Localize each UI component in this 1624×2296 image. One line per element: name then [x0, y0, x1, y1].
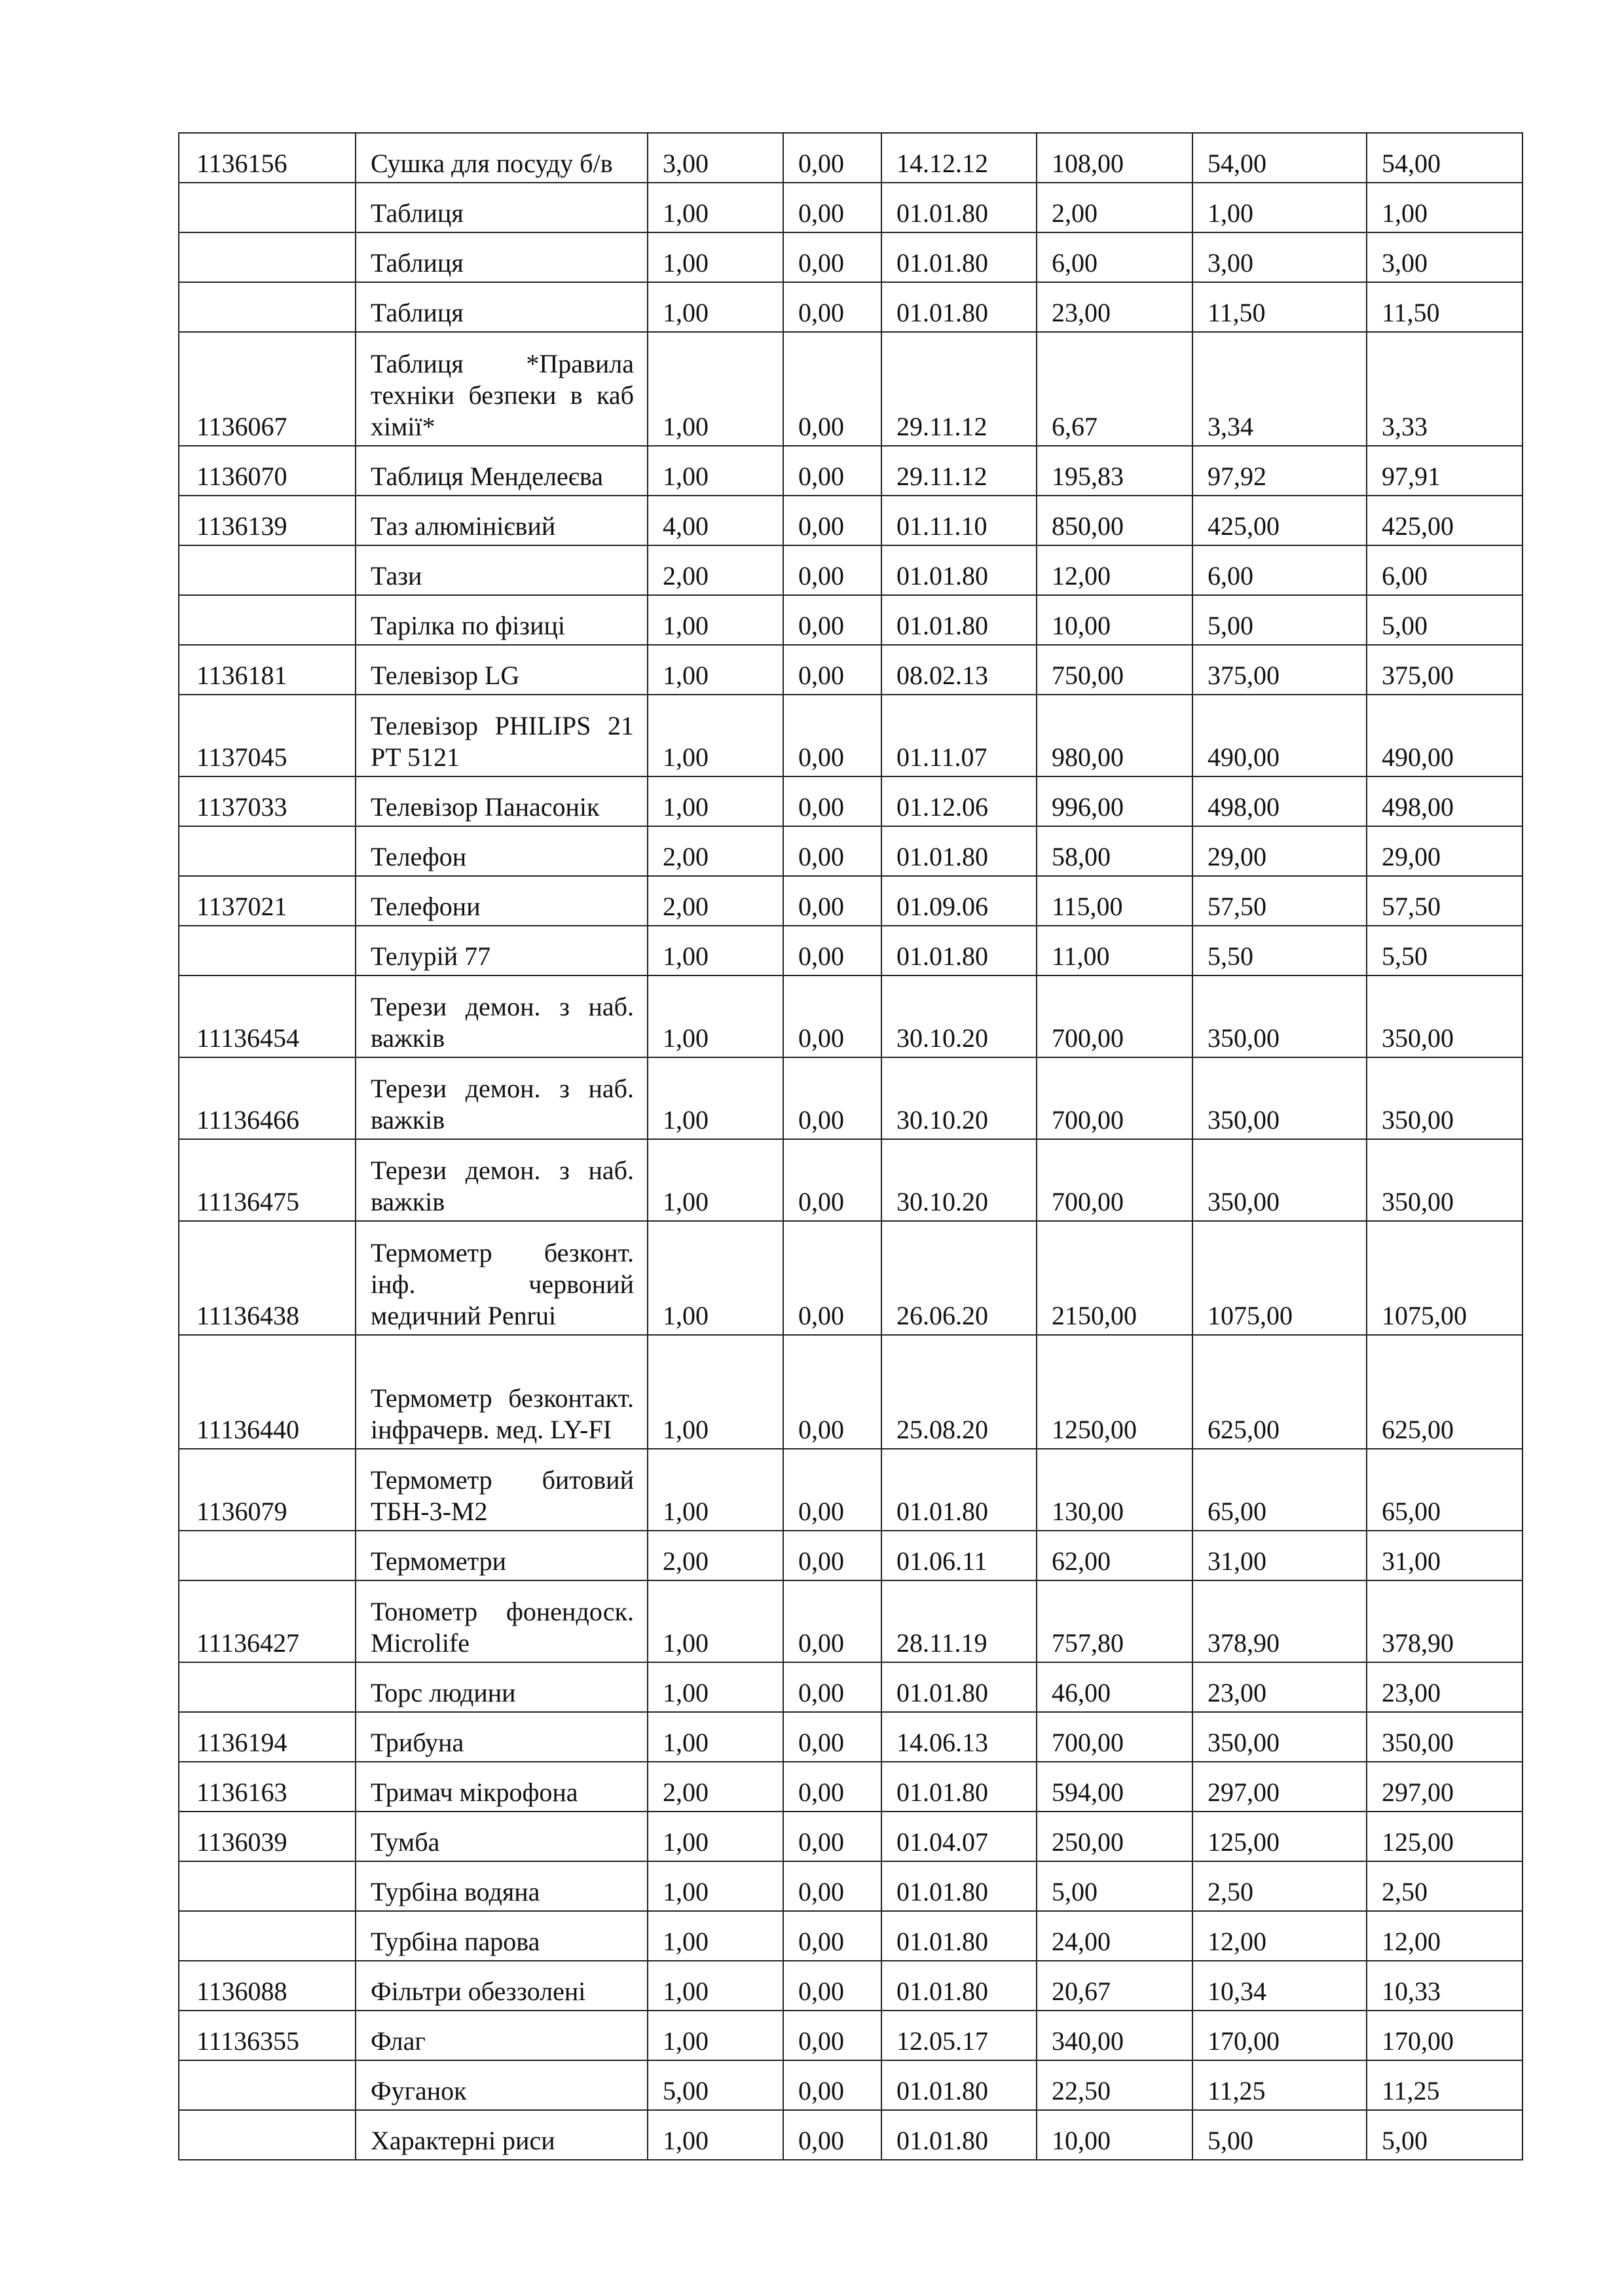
- cell-inventory-number: 1137021: [179, 876, 356, 926]
- cell-value-a: 0,00: [783, 232, 881, 282]
- cell-cost: 195,83: [1037, 446, 1192, 496]
- cell-value-a: 0,00: [783, 1812, 881, 1861]
- cell-amount-1: 54,00: [1192, 133, 1367, 183]
- cell-cost: 22,50: [1037, 2060, 1192, 2110]
- cell-quantity: 1,00: [648, 2011, 783, 2060]
- cell-quantity: 1,00: [648, 332, 783, 446]
- cell-date: 01.12.06: [881, 776, 1037, 826]
- cell-date: 12.05.17: [881, 2011, 1037, 2060]
- cell-quantity: 1,00: [648, 1861, 783, 1911]
- cell-amount-1: 10,34: [1192, 1961, 1367, 2011]
- cell-inventory-number: [179, 183, 356, 232]
- cell-value-a: 0,00: [783, 926, 881, 975]
- cell-inventory-number: 1136163: [179, 1762, 356, 1812]
- cell-amount-1: 170,00: [1192, 2011, 1367, 2060]
- cell-date: 01.06.11: [881, 1531, 1037, 1580]
- table-row: [179, 1662, 1522, 1712]
- cell-date: 01.01.80: [881, 2110, 1037, 2160]
- table-row: [179, 595, 1522, 645]
- cell-amount-1: 57,50: [1192, 876, 1367, 926]
- cell-date: 01.01.80: [881, 826, 1037, 876]
- cell-item-name: Телефон: [356, 826, 648, 876]
- cell-inventory-number: 11136440: [179, 1335, 356, 1449]
- table-row: [179, 876, 1522, 926]
- cell-item-name: Термометри: [356, 1531, 648, 1580]
- cell-cost: 10,00: [1037, 595, 1192, 645]
- cell-inventory-number: [179, 2110, 356, 2160]
- cell-amount-1: 378,90: [1192, 1580, 1367, 1662]
- cell-amount-1: 490,00: [1192, 695, 1367, 776]
- cell-item-name: Тримач мікрофона: [356, 1762, 648, 1812]
- cell-value-a: 0,00: [783, 826, 881, 876]
- table-row: [179, 1057, 1522, 1139]
- cell-item-name: Телевізор Панасонік: [356, 776, 648, 826]
- cell-quantity: 1,00: [648, 282, 783, 332]
- cell-amount-1: 125,00: [1192, 1812, 1367, 1861]
- cell-amount-2: 375,00: [1367, 645, 1522, 695]
- cell-value-a: 0,00: [783, 1449, 881, 1531]
- cell-date: 14.06.13: [881, 1712, 1037, 1762]
- cell-amount-1: 350,00: [1192, 975, 1367, 1057]
- cell-item-name: Таблиця: [356, 282, 648, 332]
- table-row: [179, 1580, 1522, 1662]
- cell-value-a: 0,00: [783, 1911, 881, 1961]
- cell-date: 14.12.12: [881, 133, 1037, 183]
- table-row: [179, 1335, 1522, 1449]
- cell-item-name: Терези демон. з наб. важків: [356, 1139, 648, 1221]
- cell-cost: 115,00: [1037, 876, 1192, 926]
- cell-value-a: 0,00: [783, 332, 881, 446]
- cell-amount-1: 23,00: [1192, 1662, 1367, 1712]
- cell-amount-1: 1075,00: [1192, 1221, 1367, 1335]
- cell-inventory-number: [179, 826, 356, 876]
- cell-item-name: Телурій 77: [356, 926, 648, 975]
- cell-amount-2: 3,00: [1367, 232, 1522, 282]
- cell-date: 01.01.80: [881, 1449, 1037, 1531]
- cell-quantity: 1,00: [648, 776, 783, 826]
- cell-amount-2: 6,00: [1367, 545, 1522, 595]
- cell-amount-2: 625,00: [1367, 1335, 1522, 1449]
- cell-quantity: 2,00: [648, 545, 783, 595]
- cell-item-name: Тарілка по фізиці: [356, 595, 648, 645]
- cell-date: 01.01.80: [881, 595, 1037, 645]
- cell-cost: 130,00: [1037, 1449, 1192, 1531]
- cell-quantity: 1,00: [648, 1812, 783, 1861]
- cell-amount-2: 1075,00: [1367, 1221, 1522, 1335]
- cell-amount-2: 97,91: [1367, 446, 1522, 496]
- cell-value-a: 0,00: [783, 282, 881, 332]
- cell-date: 01.01.80: [881, 545, 1037, 595]
- cell-cost: 700,00: [1037, 1057, 1192, 1139]
- cell-amount-2: 350,00: [1367, 1057, 1522, 1139]
- cell-item-name: Термометр безконт. інф. червоний медичний Penrui: [356, 1221, 648, 1335]
- cell-item-name: Таблиця Менделеєва: [356, 446, 648, 496]
- cell-inventory-number: 1136139: [179, 496, 356, 545]
- cell-item-name: Тумба: [356, 1812, 648, 1861]
- cell-amount-1: 350,00: [1192, 1712, 1367, 1762]
- cell-quantity: 1,00: [648, 595, 783, 645]
- cell-date: 25.08.20: [881, 1335, 1037, 1449]
- cell-amount-2: 57,50: [1367, 876, 1522, 926]
- table-row: [179, 545, 1522, 595]
- table-row: [179, 1911, 1522, 1961]
- cell-amount-1: 1,00: [1192, 183, 1367, 232]
- cell-cost: 10,00: [1037, 2110, 1192, 2160]
- cell-amount-2: 170,00: [1367, 2011, 1522, 2060]
- table-row: [179, 1762, 1522, 1812]
- cell-cost: 700,00: [1037, 1712, 1192, 1762]
- cell-amount-2: 23,00: [1367, 1662, 1522, 1712]
- cell-item-name: Торс людини: [356, 1662, 648, 1712]
- cell-date: 01.01.80: [881, 1662, 1037, 1712]
- cell-inventory-number: 11136454: [179, 975, 356, 1057]
- cell-cost: 2,00: [1037, 183, 1192, 232]
- table-row: [179, 1139, 1522, 1221]
- cell-date: 01.01.80: [881, 1961, 1037, 2011]
- cell-value-a: 0,00: [783, 1662, 881, 1712]
- cell-value-a: 0,00: [783, 183, 881, 232]
- cell-inventory-number: 11136427: [179, 1580, 356, 1662]
- cell-cost: 11,00: [1037, 926, 1192, 975]
- cell-cost: 250,00: [1037, 1812, 1192, 1861]
- cell-value-a: 0,00: [783, 1961, 881, 2011]
- cell-item-name: Фуганок: [356, 2060, 648, 2110]
- cell-inventory-number: 11136355: [179, 2011, 356, 2060]
- cell-value-a: 0,00: [783, 1139, 881, 1221]
- cell-inventory-number: 1136156: [179, 133, 356, 183]
- cell-item-name: Таблиця: [356, 183, 648, 232]
- cell-amount-2: 378,90: [1367, 1580, 1522, 1662]
- cell-inventory-number: [179, 545, 356, 595]
- cell-value-a: 0,00: [783, 776, 881, 826]
- table-row: [179, 1449, 1522, 1531]
- cell-quantity: 2,00: [648, 826, 783, 876]
- cell-quantity: 1,00: [648, 1449, 783, 1531]
- table-row: [179, 776, 1522, 826]
- cell-date: 01.01.80: [881, 1762, 1037, 1812]
- cell-cost: 2150,00: [1037, 1221, 1192, 1335]
- cell-date: 08.02.13: [881, 645, 1037, 695]
- table-row: [179, 1531, 1522, 1580]
- cell-amount-2: 3,33: [1367, 332, 1522, 446]
- cell-amount-2: 498,00: [1367, 776, 1522, 826]
- cell-item-name: Сушка для посуду б/в: [356, 133, 648, 183]
- cell-quantity: 1,00: [648, 446, 783, 496]
- cell-item-name: Флаг: [356, 2011, 648, 2060]
- cell-value-a: 0,00: [783, 975, 881, 1057]
- cell-inventory-number: [179, 926, 356, 975]
- cell-value-a: 0,00: [783, 446, 881, 496]
- cell-value-a: 0,00: [783, 2110, 881, 2160]
- cell-amount-2: 11,25: [1367, 2060, 1522, 2110]
- cell-amount-2: 350,00: [1367, 975, 1522, 1057]
- cell-cost: 6,67: [1037, 332, 1192, 446]
- cell-quantity: 1,00: [648, 232, 783, 282]
- cell-item-name: Трибуна: [356, 1712, 648, 1762]
- cell-date: 01.09.06: [881, 876, 1037, 926]
- cell-value-a: 0,00: [783, 876, 881, 926]
- cell-amount-2: 2,50: [1367, 1861, 1522, 1911]
- cell-cost: 757,80: [1037, 1580, 1192, 1662]
- cell-date: 30.10.20: [881, 975, 1037, 1057]
- cell-quantity: 3,00: [648, 133, 783, 183]
- cell-item-name: Тази: [356, 545, 648, 595]
- table-row: [179, 926, 1522, 975]
- cell-item-name: Терези демон. з наб. важків: [356, 1057, 648, 1139]
- cell-item-name: Таблиця: [356, 232, 648, 282]
- cell-date: 01.11.07: [881, 695, 1037, 776]
- cell-amount-1: 5,00: [1192, 595, 1367, 645]
- cell-inventory-number: 1137033: [179, 776, 356, 826]
- cell-amount-1: 375,00: [1192, 645, 1367, 695]
- cell-quantity: 1,00: [648, 1139, 783, 1221]
- table-row: [179, 1961, 1522, 2011]
- cell-quantity: 2,00: [648, 1531, 783, 1580]
- cell-item-name: Тонометр фонендоск. Microlife: [356, 1580, 648, 1662]
- table-row: [179, 2060, 1522, 2110]
- inventory-table-body: [179, 133, 1522, 2160]
- cell-inventory-number: [179, 1531, 356, 1580]
- cell-amount-2: 10,33: [1367, 1961, 1522, 2011]
- cell-date: 26.06.20: [881, 1221, 1037, 1335]
- cell-cost: 24,00: [1037, 1911, 1192, 1961]
- cell-amount-2: 490,00: [1367, 695, 1522, 776]
- cell-value-a: 0,00: [783, 1057, 881, 1139]
- cell-cost: 700,00: [1037, 1139, 1192, 1221]
- cell-quantity: 4,00: [648, 496, 783, 545]
- cell-cost: 12,00: [1037, 545, 1192, 595]
- cell-quantity: 1,00: [648, 1221, 783, 1335]
- cell-inventory-number: 1136039: [179, 1812, 356, 1861]
- cell-amount-1: 29,00: [1192, 826, 1367, 876]
- cell-cost: 20,67: [1037, 1961, 1192, 2011]
- cell-date: 01.04.07: [881, 1812, 1037, 1861]
- cell-amount-1: 3,00: [1192, 232, 1367, 282]
- cell-amount-2: 297,00: [1367, 1762, 1522, 1812]
- cell-amount-1: 31,00: [1192, 1531, 1367, 1580]
- cell-cost: 23,00: [1037, 282, 1192, 332]
- cell-date: 29.11.12: [881, 332, 1037, 446]
- cell-quantity: 1,00: [648, 1911, 783, 1961]
- cell-inventory-number: [179, 2060, 356, 2110]
- cell-cost: 1250,00: [1037, 1335, 1192, 1449]
- cell-item-name: Таз алюмінієвий: [356, 496, 648, 545]
- cell-amount-1: 6,00: [1192, 545, 1367, 595]
- cell-amount-1: 5,00: [1192, 2110, 1367, 2160]
- cell-amount-1: 297,00: [1192, 1762, 1367, 1812]
- cell-item-name: Турбіна водяна: [356, 1861, 648, 1911]
- cell-quantity: 1,00: [648, 645, 783, 695]
- cell-quantity: 1,00: [648, 2110, 783, 2160]
- cell-item-name: Термометр безконтакт. інфрачерв. мед. LY-FI: [356, 1335, 648, 1449]
- cell-amount-2: 425,00: [1367, 496, 1522, 545]
- cell-item-name: Фільтри обеззолені: [356, 1961, 648, 2011]
- cell-quantity: 1,00: [648, 975, 783, 1057]
- table-row: [179, 826, 1522, 876]
- cell-inventory-number: [179, 282, 356, 332]
- cell-date: 01.11.10: [881, 496, 1037, 545]
- cell-inventory-number: 11136475: [179, 1139, 356, 1221]
- cell-inventory-number: 1136194: [179, 1712, 356, 1762]
- table-row: [179, 645, 1522, 695]
- cell-amount-1: 97,92: [1192, 446, 1367, 496]
- table-row: [179, 975, 1522, 1057]
- cell-quantity: 1,00: [648, 926, 783, 975]
- cell-cost: 108,00: [1037, 133, 1192, 183]
- cell-amount-1: 3,34: [1192, 332, 1367, 446]
- cell-date: 29.11.12: [881, 446, 1037, 496]
- cell-cost: 62,00: [1037, 1531, 1192, 1580]
- cell-amount-2: 5,50: [1367, 926, 1522, 975]
- cell-date: 28.11.19: [881, 1580, 1037, 1662]
- cell-amount-2: 125,00: [1367, 1812, 1522, 1861]
- cell-item-name: Характерні риси: [356, 2110, 648, 2160]
- cell-inventory-number: 11136466: [179, 1057, 356, 1139]
- cell-amount-1: 11,25: [1192, 2060, 1367, 2110]
- cell-date: 01.01.80: [881, 232, 1037, 282]
- cell-amount-2: 5,00: [1367, 2110, 1522, 2160]
- cell-date: 01.01.80: [881, 1911, 1037, 1961]
- cell-value-a: 0,00: [783, 2011, 881, 2060]
- cell-date: 01.01.80: [881, 282, 1037, 332]
- cell-amount-2: 5,00: [1367, 595, 1522, 645]
- cell-amount-1: 350,00: [1192, 1139, 1367, 1221]
- table-row: [179, 1812, 1522, 1861]
- cell-value-a: 0,00: [783, 1712, 881, 1762]
- cell-cost: 58,00: [1037, 826, 1192, 876]
- cell-amount-1: 11,50: [1192, 282, 1367, 332]
- cell-item-name: Телевізор LG: [356, 645, 648, 695]
- cell-cost: 750,00: [1037, 645, 1192, 695]
- cell-quantity: 5,00: [648, 2060, 783, 2110]
- cell-quantity: 1,00: [648, 1662, 783, 1712]
- cell-amount-2: 54,00: [1367, 133, 1522, 183]
- cell-date: 01.01.80: [881, 2060, 1037, 2110]
- cell-date: 30.10.20: [881, 1139, 1037, 1221]
- cell-cost: 700,00: [1037, 975, 1192, 1057]
- inventory-table: [178, 132, 1523, 2160]
- cell-amount-2: 1,00: [1367, 183, 1522, 232]
- cell-value-a: 0,00: [783, 1861, 881, 1911]
- cell-value-a: 0,00: [783, 1531, 881, 1580]
- cell-inventory-number: 11136438: [179, 1221, 356, 1335]
- cell-amount-2: 65,00: [1367, 1449, 1522, 1531]
- cell-date: 01.01.80: [881, 1861, 1037, 1911]
- cell-amount-2: 350,00: [1367, 1139, 1522, 1221]
- cell-inventory-number: 1136181: [179, 645, 356, 695]
- cell-quantity: 1,00: [648, 183, 783, 232]
- cell-quantity: 1,00: [648, 695, 783, 776]
- table-row: [179, 332, 1522, 446]
- cell-value-a: 0,00: [783, 496, 881, 545]
- table-row: [179, 133, 1522, 183]
- cell-value-a: 0,00: [783, 595, 881, 645]
- cell-inventory-number: [179, 595, 356, 645]
- cell-amount-1: 2,50: [1192, 1861, 1367, 1911]
- table-row: [179, 1221, 1522, 1335]
- table-row: [179, 1712, 1522, 1762]
- cell-quantity: 1,00: [648, 1712, 783, 1762]
- table-row: [179, 695, 1522, 776]
- cell-value-a: 0,00: [783, 133, 881, 183]
- cell-date: 30.10.20: [881, 1057, 1037, 1139]
- cell-quantity: 1,00: [648, 1580, 783, 1662]
- cell-item-name: Телевізор PHILIPS 21 PT 5121: [356, 695, 648, 776]
- cell-amount-2: 11,50: [1367, 282, 1522, 332]
- cell-cost: 980,00: [1037, 695, 1192, 776]
- table-row: [179, 183, 1522, 232]
- cell-value-a: 0,00: [783, 545, 881, 595]
- cell-item-name: Термометр битовий ТБН-3-М2: [356, 1449, 648, 1531]
- table-row: [179, 496, 1522, 545]
- cell-item-name: Телефони: [356, 876, 648, 926]
- cell-value-a: 0,00: [783, 2060, 881, 2110]
- cell-cost: 594,00: [1037, 1762, 1192, 1812]
- cell-value-a: 0,00: [783, 645, 881, 695]
- cell-amount-2: 12,00: [1367, 1911, 1522, 1961]
- cell-inventory-number: 1136088: [179, 1961, 356, 2011]
- cell-value-a: 0,00: [783, 1762, 881, 1812]
- cell-amount-1: 350,00: [1192, 1057, 1367, 1139]
- cell-value-a: 0,00: [783, 1335, 881, 1449]
- cell-value-a: 0,00: [783, 695, 881, 776]
- cell-quantity: 2,00: [648, 876, 783, 926]
- cell-date: 01.01.80: [881, 926, 1037, 975]
- cell-amount-1: 498,00: [1192, 776, 1367, 826]
- cell-amount-1: 425,00: [1192, 496, 1367, 545]
- cell-cost: 850,00: [1037, 496, 1192, 545]
- cell-amount-1: 625,00: [1192, 1335, 1367, 1449]
- table-row: [179, 2011, 1522, 2060]
- cell-inventory-number: [179, 1911, 356, 1961]
- cell-amount-1: 65,00: [1192, 1449, 1367, 1531]
- cell-item-name: Таблиця *Правила техніки безпеки в каб хімії*: [356, 332, 648, 446]
- cell-inventory-number: 1136079: [179, 1449, 356, 1531]
- cell-inventory-number: [179, 1662, 356, 1712]
- cell-inventory-number: 1136067: [179, 332, 356, 446]
- cell-amount-2: 350,00: [1367, 1712, 1522, 1762]
- cell-amount-1: 5,50: [1192, 926, 1367, 975]
- cell-quantity: 2,00: [648, 1762, 783, 1812]
- cell-inventory-number: [179, 1861, 356, 1911]
- cell-quantity: 1,00: [648, 1335, 783, 1449]
- cell-amount-1: 12,00: [1192, 1911, 1367, 1961]
- table-row: [179, 1861, 1522, 1911]
- cell-value-a: 0,00: [783, 1221, 881, 1335]
- cell-value-a: 0,00: [783, 1580, 881, 1662]
- table-row: [179, 2110, 1522, 2160]
- cell-cost: 996,00: [1037, 776, 1192, 826]
- cell-inventory-number: [179, 232, 356, 282]
- table-row: [179, 282, 1522, 332]
- table-row: [179, 232, 1522, 282]
- table-row: [179, 446, 1522, 496]
- cell-date: 01.01.80: [881, 183, 1037, 232]
- cell-cost: 5,00: [1037, 1861, 1192, 1911]
- cell-quantity: 1,00: [648, 1057, 783, 1139]
- cell-inventory-number: 1137045: [179, 695, 356, 776]
- cell-item-name: Турбіна парова: [356, 1911, 648, 1961]
- cell-amount-2: 31,00: [1367, 1531, 1522, 1580]
- cell-cost: 6,00: [1037, 232, 1192, 282]
- cell-inventory-number: 1136070: [179, 446, 356, 496]
- cell-cost: 340,00: [1037, 2011, 1192, 2060]
- cell-amount-2: 29,00: [1367, 826, 1522, 876]
- cell-quantity: 1,00: [648, 1961, 783, 2011]
- cell-cost: 46,00: [1037, 1662, 1192, 1712]
- cell-item-name: Терези демон. з наб. важків: [356, 975, 648, 1057]
